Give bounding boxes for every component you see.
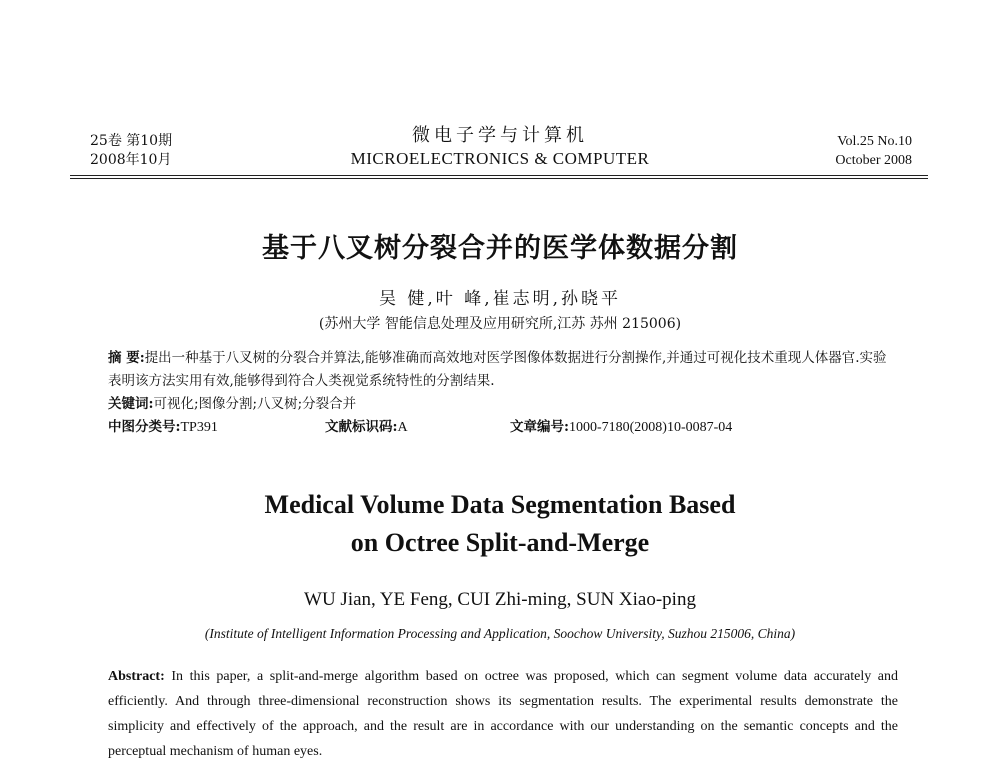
volume-issue-en: Vol.25 No.10: [837, 134, 912, 149]
abstract-en-text: In this paper, a split-and-merge algorithm based on octree was proposed, which can segment volume data accurately and efficiently. And through three-dimensional reconstruction shows its segmentation results. The experimental results demonstrate the simplicity and effectively of the approach, and the result are in accordance with our understanding on the semantic concepts and the perceptual mechanism of human eyes.: [108, 669, 899, 759]
abstract-en-label: Abstract:: [108, 669, 165, 684]
document-code-label: 文献标识码:: [325, 419, 398, 435]
volume-issue-cn: 25卷 第10期: [90, 133, 173, 149]
date-cn: 2008年10月: [90, 152, 172, 168]
clc-number: [108, 416, 218, 439]
header-rule-bottom: [70, 178, 928, 179]
article-number-label: 文章编号:: [510, 419, 569, 435]
header-rule-top: [70, 175, 928, 176]
document-code-value: A: [397, 420, 408, 435]
article-number: [510, 416, 732, 439]
article-number-value: 1000-7180(2008)10-0087-04: [568, 420, 733, 435]
journal-title: [300, 124, 700, 170]
keywords-cn-label: 关键词:: [108, 396, 154, 412]
date-en: October 2008: [835, 153, 912, 168]
institution-en: (Institute of Intelligent Information Processing and Application, Soochow University, Suzhou 215006, China): [204, 626, 796, 641]
abstract-cn-label: 摘 要:: [108, 350, 145, 366]
paper-title-en: [0, 486, 1000, 562]
authors-cn: 吴 健,叶 峰,崔志明,孙晓平: [378, 289, 622, 309]
clc-value: TP391: [180, 420, 218, 435]
journal-title-en: MICROELECTRONICS & COMPUTER: [350, 149, 650, 168]
paper-title-en-line1: Medical Volume Data Segmentation Based: [264, 490, 736, 519]
abstract-en: [108, 664, 898, 764]
keywords-cn-text: 可视化;图像分割;八叉树;分裂合并: [153, 396, 357, 412]
institution-cn: (苏州大学 智能信息处理及应用研究所,江苏 苏州 215006): [318, 316, 682, 332]
paper-title-en-line2: on Octree Split-and-Merge: [350, 528, 650, 557]
journal-title-cn: 微电子学与计算机: [412, 125, 588, 146]
document-code: [325, 416, 408, 439]
abstract-cn-text: 提出一种基于八叉树的分裂合并算法,能够准确而高效地对医学图像体数据进行分割操作,并通过可视化技术重现人体器官.实验表明该方法实用有效,能够得到符合人类视觉系统特性的分割结果.: [108, 350, 887, 389]
authors-en: WU Jian, YE Feng, CUI Zhi-ming, SUN Xiao-ping: [304, 589, 696, 610]
issue-info-cn: [90, 132, 172, 170]
clc-label: 中图分类号:: [108, 419, 181, 435]
issue-info-en: [835, 132, 912, 170]
abstract-cn: [108, 347, 898, 393]
keywords-cn: [108, 393, 898, 416]
paper-title-cn: 基于八叉树分裂合并的医学体数据分割: [262, 233, 738, 264]
